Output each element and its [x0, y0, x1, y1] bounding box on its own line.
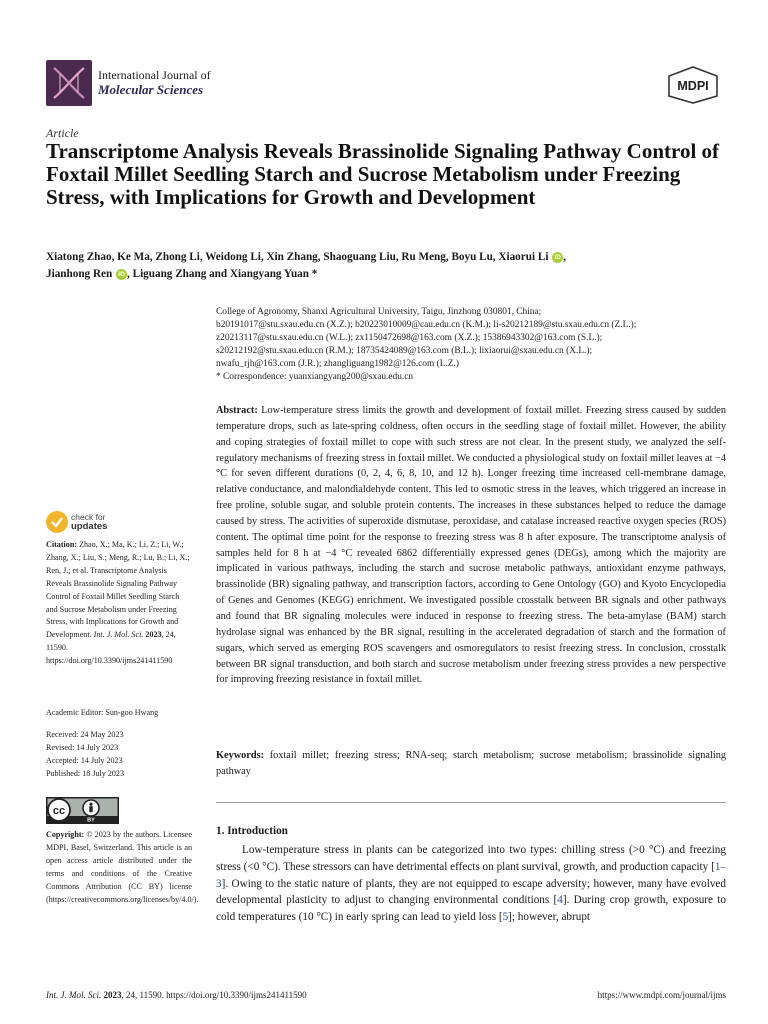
affiliation-block	[216, 306, 726, 385]
abstract	[216, 403, 726, 688]
check-for-updates-label-bold[interactable]: updates	[71, 521, 108, 532]
affiliation-line: s20212192@stu.sxau.edu.cn (R.M.); 18735424089@163.com (B.L.); lixiaorui@sxau.edu.cn (X.L.);	[216, 346, 593, 357]
affiliation-line: nwafu_rjh@163.com (J.R.); zhangliguang1982@126.com (L.Z.)	[216, 359, 459, 370]
copyright-block	[46, 829, 199, 906]
affiliation-line: z20213117@stu.sxau.edu.cn (W.L.); zx1150472698@163.com (X.Z.); 15386943302@163.com (S.L.);	[216, 333, 603, 344]
journal-logo	[46, 60, 92, 106]
journal-name-sub: Molecular Sciences	[98, 82, 204, 97]
reference-link[interactable]: 5	[502, 911, 509, 924]
abstract-text: Low-temperature stress limits the growth and development of foxtail millet. Freezing stress caused by sudden temperature drops, such as late-spring coldness, often occurs in the seedling stage of foxtail millet. However, the ability and coping strategies of foxtail millet to cope with such stress are not clear. In the present study, we analyzed the self-regulatory mechanisms of freezing stress in foxtail millet. We conducted a physiological study on foxtail millet leaves at −4 °C for seven different durations (0, 2, 4, 6, 8, 10, and 12 h). Longer freezing time increased cell-membrane damage, relative conductance, and malondialdehyde content. This led to osmotic stress in the leaves, which triggered an increase in free proline, soluble sugar, and soluble protein contents. The increases in these substances helped to reduce the damage caused by stress. The activities of superoxide dismutase, peroxidase, and catalase increased reactive oxygen species (ROS) content. The optimal time point for the response to freezing stress was 8 h after exposure. The transcriptome analysis of samples held for 8 h at −4 °C revealed 6862 differentially expressed genes (DEGs), among which the majority are implicated in various pathways, including the starch and sucrose metabolic pathways, antioxidant enzyme pathways, brassinolide (BR) signaling pathway, and transcription factors, according to Gene Ontology (GO) and Kyoto Encyclopedia of Genes and Genomes (KEGG) enrichment. We investigated possible crosstalk between BR signals and other pathways and found that BR signaling molecules were induced in response to freezing stress. The beta-amylase (BAM) starch hydrolase signal was enhanced by the BR signal, resulting in the accelerated degradation of starch and the formation of sugars, which served as emerging ROS scavengers and osmoregulators to resist freezing stress. In conclusion, crosstalk between BR signal transduction, and both starch and sucrose metabolism under freezing stress provides a new perspective for improving freezing resistance in foxtail millet.	[216, 405, 726, 686]
copyright-text: © 2023 by the authors. Licensee MDPI, Basel, Switzerland. This article is an open access article distributed under the terms and conditions of the Creative Commons Attribution (CC BY) license (https://creativecommons.org/licenses/by/4.0/).	[46, 830, 199, 904]
date-published: Published: 18 July 2023	[46, 768, 125, 778]
svg-text:BY: BY	[87, 817, 95, 824]
keywords	[216, 748, 726, 780]
keywords-text: foxtail millet; freezing stress; RNA-seq; starch metabolism; sucrose metabolism; brassinolide signaling pathway	[216, 750, 726, 777]
reference-link[interactable]: 1–3	[216, 860, 726, 890]
citation-year: 2023	[145, 630, 162, 640]
citation-label: Citation:	[46, 540, 78, 549]
orcid-icon[interactable]: iD	[552, 252, 563, 263]
journal-name: International Journal of	[98, 68, 211, 82]
date-received: Received: 24 May 2023	[46, 730, 124, 739]
citation-doi[interactable]: , 24, 11590. https://doi.org/10.3390/ijms241411590	[46, 630, 176, 666]
section-divider	[216, 802, 726, 803]
check-for-updates-icon[interactable]	[46, 511, 68, 533]
publisher-name: MDPI	[677, 79, 709, 93]
introduction-paragraph	[216, 842, 726, 926]
intro-text-part: ]; however, abrupt	[508, 911, 591, 924]
date-accepted: Accepted: 14 July 2023	[46, 755, 123, 765]
intro-text-part: ]. Owing to the static nature of plants, they are not equipped to escape adversity; however, many have evolved developmental plasticity to adjust to changing environmental conditions [	[216, 877, 726, 907]
cc-by-license-icon[interactable]	[46, 797, 119, 824]
authors-line2b: , Liguang Zhang and Xiangyang Yuan *	[127, 268, 318, 280]
authors-line2a: Jianhong Ren	[46, 268, 113, 280]
affiliation-line: College of Agronomy, Shanxi Agricultural University, Taigu, Jinzhong 030801, China;	[216, 307, 542, 317]
keywords-label: Keywords:	[216, 750, 265, 761]
footer-citation	[46, 990, 307, 1000]
reference-link[interactable]: 4	[557, 894, 563, 907]
correspondence-line: * Correspondence: yuanxiangyang200@sxau.edu.cn	[216, 372, 414, 383]
footer-journal-url[interactable]: https://www.mdpi.com/journal/ijms	[597, 990, 726, 1000]
article-title: Transcriptome Analysis Reveals Brassinolide Signaling Pathway Control of Foxtail Millet Seedling Starch and Sucrose Metabolism under Freezing Stress, with Implications for Growth and Development	[46, 139, 720, 209]
author-list: Xiatong Zhao, Ke Ma, Zhong Li, Weidong Li, Xin Zhang, Shaoguang Liu, Ru Meng, Boyu Lu, Xiaorui Li iD , Jianhong Ren iD , Liguang Zhang and Xiangyang Yuan *	[46, 251, 567, 280]
authors-line1: Xiatong Zhao, Ke Ma, Zhong Li, Weidong Li, Xin Zhang, Shaoguang Liu, Ru Meng, Boyu Lu, Xiaorui Li	[46, 251, 549, 263]
copyright-label: Copyright:	[46, 830, 85, 839]
publisher-logo	[666, 66, 720, 104]
orcid-icon[interactable]: iD	[116, 269, 127, 280]
footer-year: 2023	[103, 990, 122, 1000]
svg-text:cc: cc	[52, 805, 66, 817]
abstract-label: Abstract:	[216, 405, 258, 416]
article-type: Article	[46, 126, 79, 140]
footer-journal: Int. J. Mol. Sci.	[46, 990, 102, 1000]
section-heading-introduction: 1. Introduction	[216, 825, 288, 837]
intro-text-part: Low-temperature stress in plants can be categorized into two types: chilling stress (>0 °C) and freezing stress (<0 °C). These stressors can have detrimental effects on plant survival, growth, and production capacity [	[216, 844, 726, 873]
footer-doi[interactable]: , 24, 11590. https://doi.org/10.3390/ijms241411590	[121, 990, 307, 1000]
citation-block	[46, 539, 192, 668]
publication-dates	[46, 729, 192, 781]
citation-journal: Int. J. Mol. Sci.	[93, 630, 144, 640]
date-revised: Revised: 14 July 2023	[46, 742, 119, 752]
citation-text: Zhao, X.; Ma, K.; Li, Z.; Li, W.; Zhang, X.; Liu, S.; Meng, R.; Lu, B.; Li, X.; Ren, J.; et al. Transcriptome Analysis Reveals Brassinolide Signaling Pathway Control of Foxtail Millet Seedling Starch and Sucrose Metabolism under Freezing Stress, with Implications for Growth and Development.	[46, 540, 190, 640]
academic-editor: Academic Editor: Sun-goo Hwang	[46, 708, 159, 717]
affiliation-line: b20191017@stu.sxau.edu.cn (X.Z.); b20223010009@cau.edu.cn (K.M.); li-s20212189@stu.sxau.edu.cn (Z.L.);	[216, 320, 637, 331]
check-for-updates-label[interactable]: check for	[71, 512, 106, 522]
intro-text-part: ]. During crop growth, exposure to cold temperatures (10 °C) in early spring can lead to yield loss [	[216, 894, 726, 924]
dna-helix-icon	[46, 60, 92, 106]
